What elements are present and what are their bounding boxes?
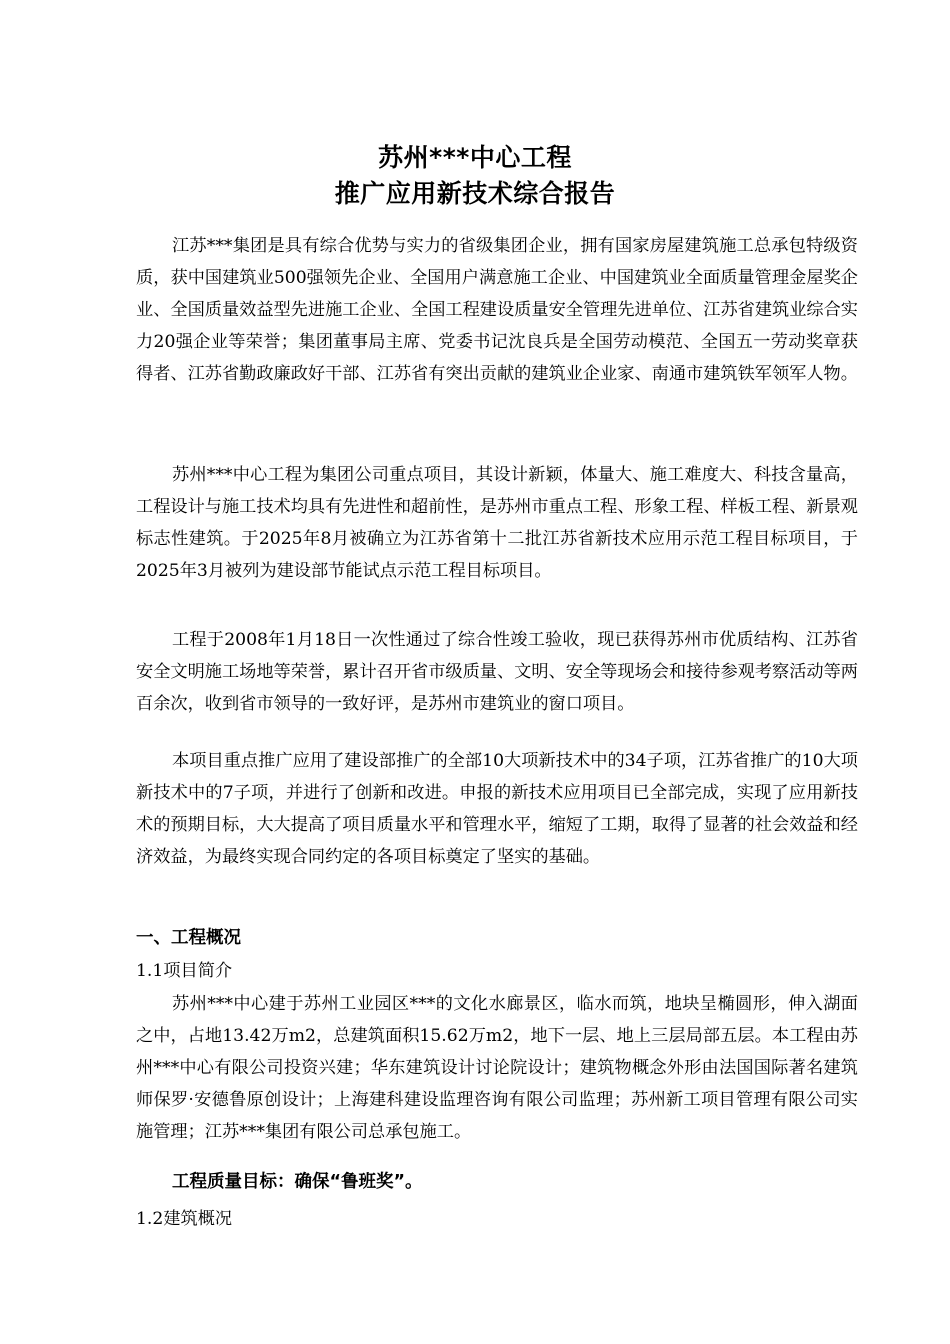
subsection-heading-building-overview: 1.2建筑概况 <box>136 1209 233 1229</box>
subsection-heading-project-brief: 1.1项目简介 <box>136 961 233 981</box>
paragraph-company-intro: 江苏***集团是具有综合优势与实力的省级集团企业，拥有国家房屋建筑施工总承包特级资质，获中国建筑业500强领先企业、全国用户满意施工企业、中国建筑业全面质量管理金屋奖企业、全国质量效益型先进施工企业、全国工程建设质量安全管理先进单位、江苏省建筑业综合实力20强企业等荣誉；集团董事局主席、党委书记沈良兵是全国劳动模范、全国五一劳动奖章获得者、江苏省勤政廉政好干部、江苏省有突出贡献的建筑业企业家、南通市建筑铁军领军人物。 <box>136 236 858 384</box>
document-title-line1: 苏州***中心工程 <box>378 143 572 172</box>
paragraph-project-brief: 苏州***中心建于苏州工业园区***的文化水廊景区，临水而筑，地块呈椭圆形，伸入湖面之中，占地13.42万m2，总建筑面积15.62万m2，地下一层、地上三层局部五层。本工程由苏州***中心有限公司投资兴建；华东建筑设计讨论院设计；建筑物概念外形由法国国际著名建筑师保罗·安德鲁原创设计；上海建科建设监理咨询有限公司监理；苏州新工项目管理有限公司实施管理；江苏***集团有限公司总承包施工。 <box>136 994 858 1142</box>
paragraph-project-intro: 苏州***中心工程为集团公司重点项目，其设计新颖，体量大、施工难度大、科技含量高，工程设计与施工技术均具有先进性和超前性，是苏州市重点工程、形象工程、样板工程、新景观标志性建筑。于2025年8月被确立为江苏省第十二批江苏省新技术应用示范工程目标项目，于2025年3月被列为建设部节能试点示范工程目标项目。 <box>136 465 858 581</box>
document-title-line2: 推广应用新技术综合报告 <box>334 179 616 208</box>
quality-goal: 工程质量目标：确保“鲁班奖”。 <box>172 1172 423 1192</box>
paragraph-acceptance: 工程于2008年1月18日一次性通过了综合性竣工验收，现已获得苏州市优质结构、江苏省安全文明施工场地等荣誉，累计召开省市级质量、文明、安全等现场会和接待参观考察活动等两百余次，收到省市领导的一致好评，是苏州市建筑业的窗口项目。 <box>136 630 858 714</box>
section-heading-overview: 一、工程概况 <box>136 928 241 948</box>
paragraph-new-tech: 本项目重点推广应用了建设部推广的全部10大项新技术中的34子项，江苏省推广的10大项新技术中的7子项，并进行了创新和改进。申报的新技术应用项目已全部完成，实现了应用新技术的预期目标，大大提高了项目质量水平和管理水平，缩短了工期，取得了显著的社会效益和经济效益，为最终实现合同约定的各项目标奠定了坚实的基础。 <box>136 751 858 867</box>
